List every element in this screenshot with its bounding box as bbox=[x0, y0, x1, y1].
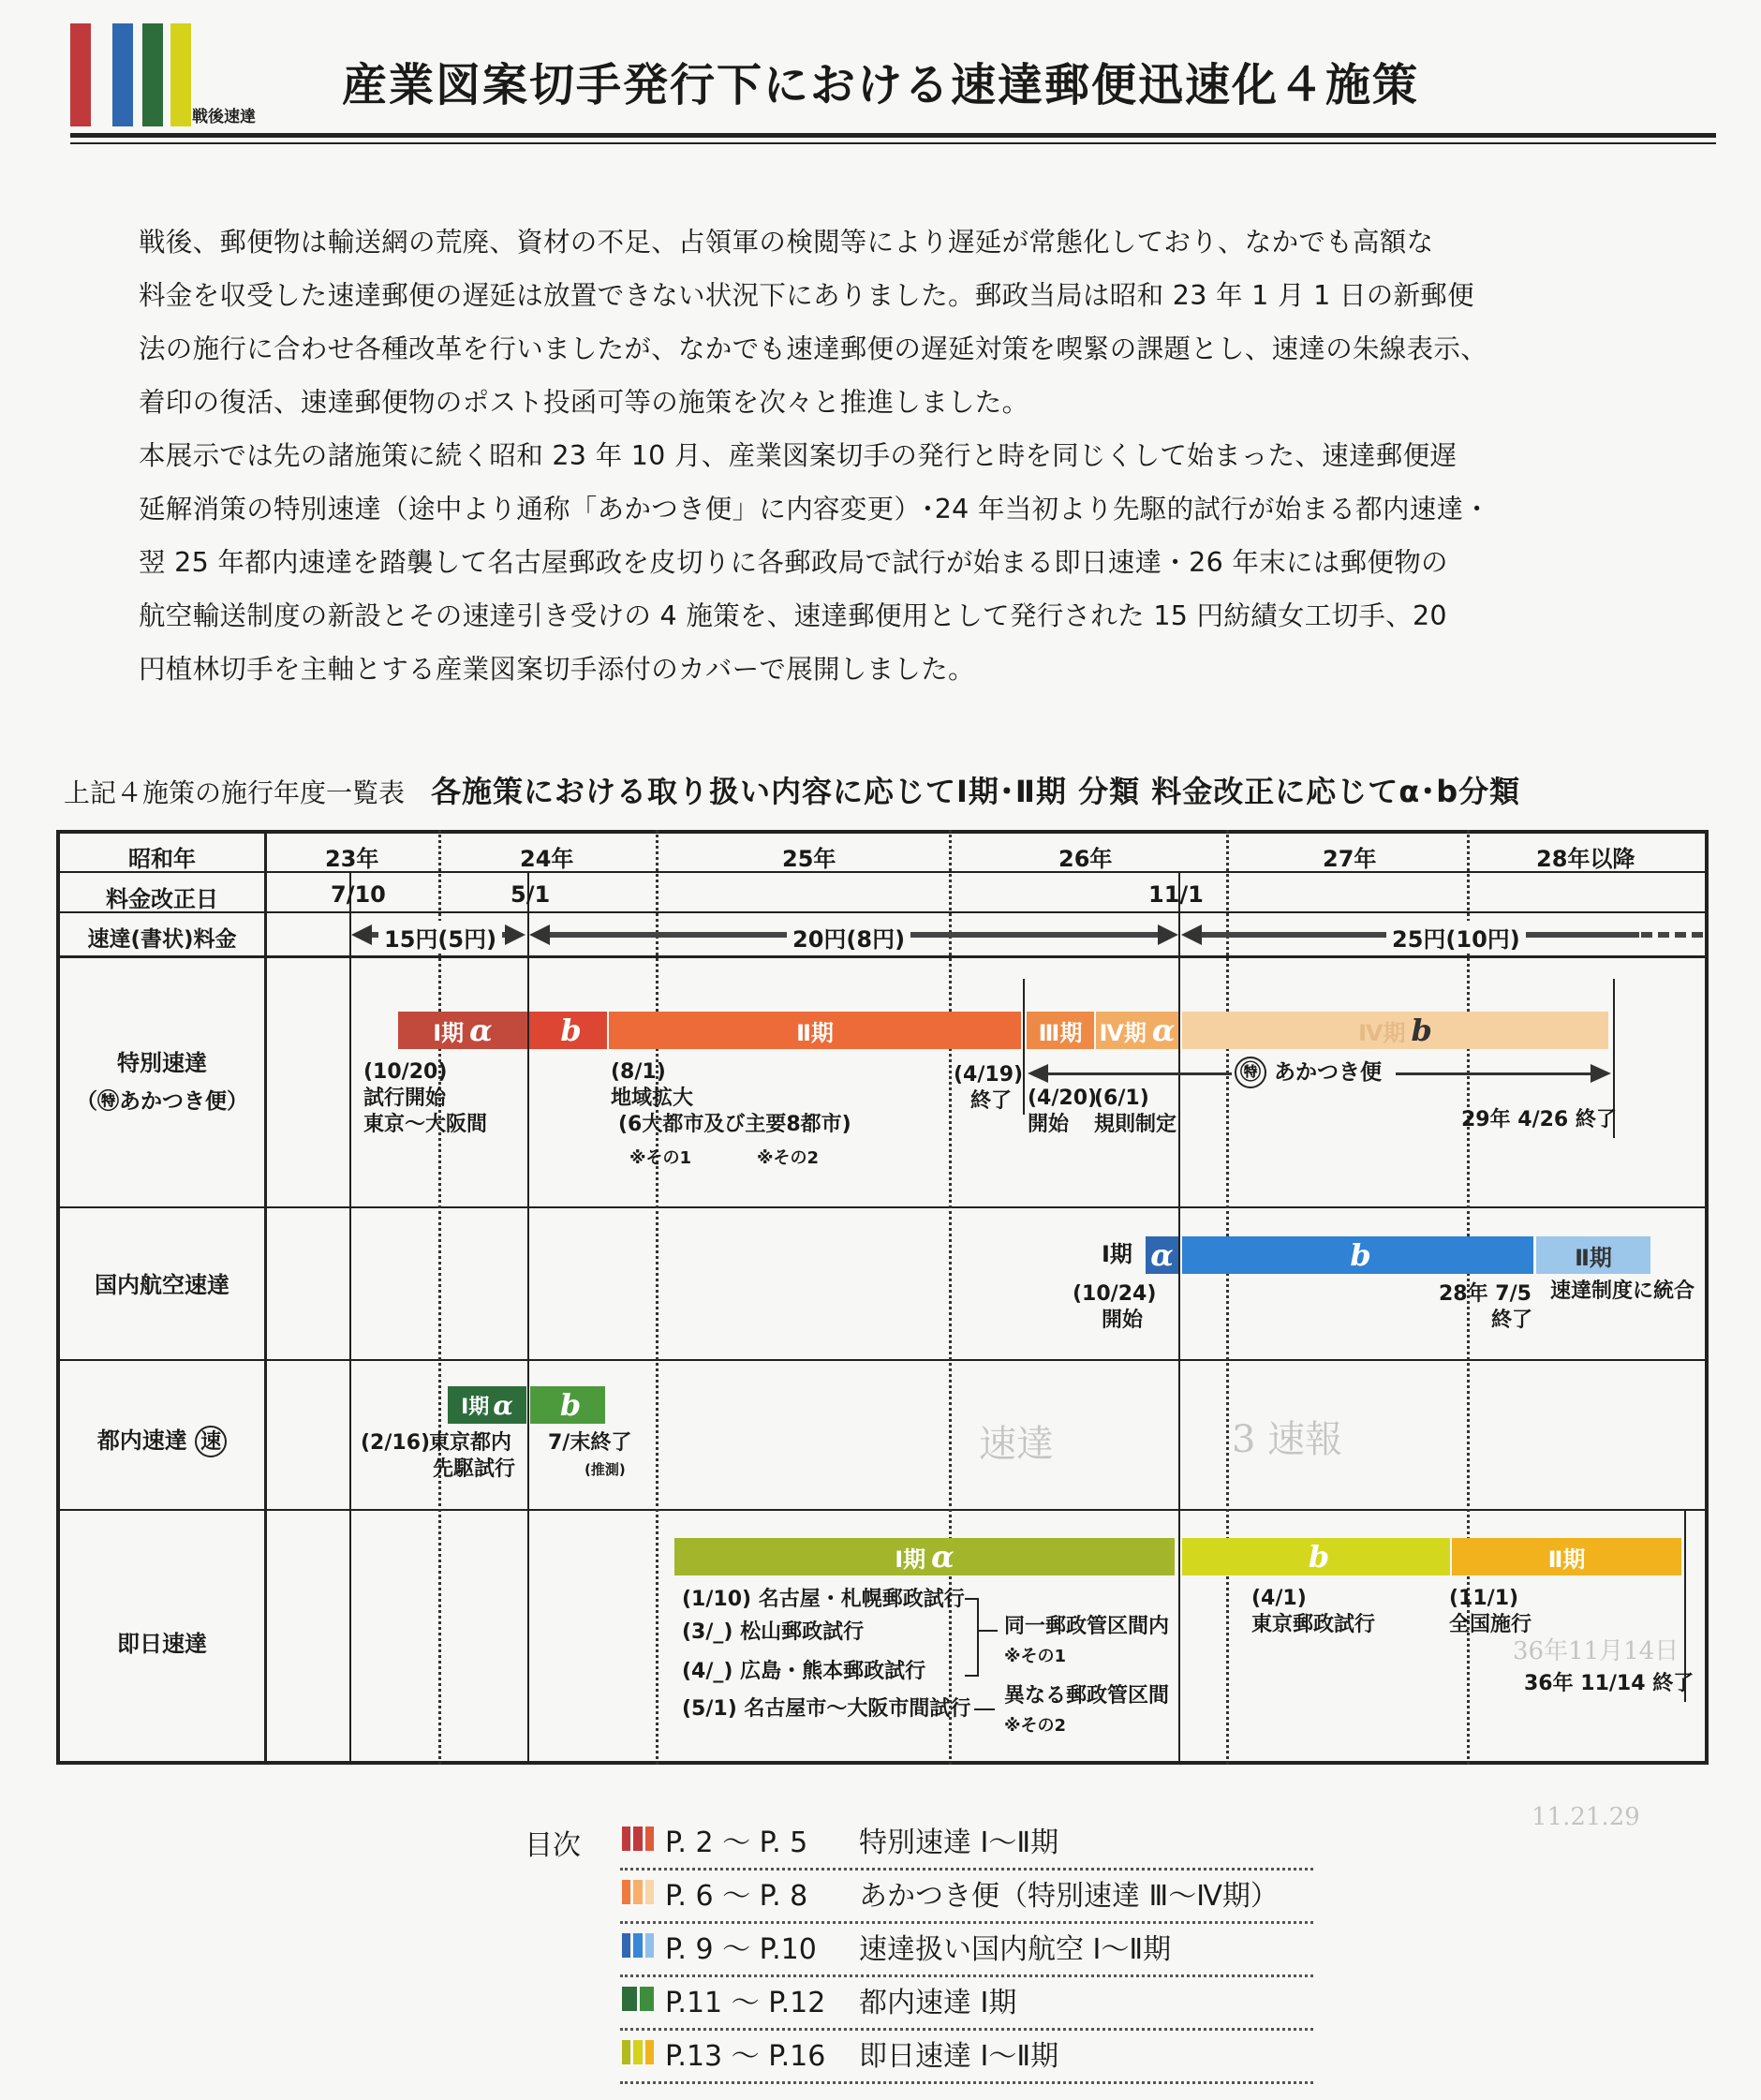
tokubetsu-note: (10/20) bbox=[363, 1060, 448, 1084]
sokujitsu-note: ※その1 bbox=[1004, 1647, 1067, 1666]
tokubetsu-note: 規則制定 bbox=[1094, 1113, 1177, 1136]
row-label-year: 昭和年 bbox=[128, 846, 196, 872]
bar-tokubetsu-4a bbox=[1096, 1012, 1178, 1049]
sokujitsu-note: 全国施行 bbox=[1449, 1613, 1532, 1636]
bar-tokubetsu-2 bbox=[609, 1012, 1021, 1049]
bar-label: α bbox=[1151, 1013, 1176, 1048]
koku-note: 28年 7/5 bbox=[1439, 1282, 1532, 1306]
revision-date: 5/1 bbox=[511, 881, 551, 908]
row-label-revision: 料金改正日 bbox=[106, 886, 218, 912]
tonai-note: 7/末終了 bbox=[548, 1431, 632, 1455]
bracket bbox=[977, 1598, 979, 1677]
akatsuki-arrow-line bbox=[1044, 1072, 1232, 1075]
logo-bar-blue bbox=[112, 23, 133, 126]
toc-pages: P. 6 ～ P. 8 bbox=[665, 1880, 808, 1913]
tokubetsu-note: (4/19) bbox=[954, 1063, 1024, 1087]
sokujitsu-note: (1/10) 名古屋・札幌郵政試行 bbox=[682, 1588, 965, 1611]
bar-koku-2 bbox=[1536, 1236, 1650, 1274]
toc-title: 速達扱い国内航空 Ⅰ～Ⅱ期 bbox=[859, 1933, 1172, 1966]
table-rule bbox=[56, 871, 1709, 873]
bar-label: α bbox=[493, 1389, 513, 1421]
tonai-note: 東京都内 bbox=[429, 1431, 512, 1455]
color-bars-icon bbox=[622, 1987, 654, 2011]
koku-note: 終了 bbox=[1491, 1309, 1533, 1332]
bracket bbox=[974, 1708, 995, 1710]
bar-sokujitsu-2 bbox=[1452, 1538, 1681, 1575]
row-label-fee: 速達(書状)料金 bbox=[87, 927, 237, 952]
koku-note: 速達制度に統合 bbox=[1550, 1279, 1695, 1303]
bar-koku-1a bbox=[1146, 1236, 1178, 1274]
akatsuki-text: あかつき便 bbox=[1274, 1060, 1383, 1085]
year-25: 25年 bbox=[782, 846, 836, 872]
bar-label: Ⅰ期 bbox=[461, 1395, 490, 1419]
sokujitsu-end: 36年 11/14 終了 bbox=[1524, 1672, 1694, 1695]
year-24: 24年 bbox=[520, 846, 574, 872]
color-bars-icon bbox=[622, 1880, 654, 1904]
akatsuki-label bbox=[1235, 1057, 1382, 1088]
table-rule bbox=[56, 1359, 1709, 1361]
toc-item[interactable] bbox=[620, 1815, 1313, 1871]
bar-label: b bbox=[1350, 1237, 1371, 1273]
toc-title: あかつき便（特別速達 Ⅲ～Ⅳ期） bbox=[859, 1880, 1279, 1913]
bracket bbox=[965, 1598, 979, 1600]
tokubetsu-note: ※その1 bbox=[629, 1148, 692, 1168]
arrow-right-icon bbox=[505, 924, 525, 945]
sokujitsu-note: (3/_) 松山郵政試行 bbox=[682, 1620, 865, 1644]
intro-line: 料金を収受した速達郵便の遅延は放置できない状況下にありました。郵政当局は昭和 23 年 1 月 1 日の新郵便 bbox=[139, 280, 1474, 311]
koku-phase1-label: Ⅰ期 bbox=[1102, 1241, 1132, 1267]
sokujitsu-note: 東京郵政試行 bbox=[1251, 1613, 1376, 1636]
toc-pages: P.13 ～ P.16 bbox=[665, 2040, 826, 2073]
row-label-sokujitsu: 即日速達 bbox=[117, 1631, 207, 1657]
table-rule bbox=[56, 911, 1709, 913]
bar-label: Ⅳ期 bbox=[1358, 1019, 1406, 1046]
tokubetsu-note: 地域拡大 bbox=[611, 1087, 694, 1110]
color-bars-icon bbox=[622, 1933, 654, 1958]
pencil-note: 11.21.29 bbox=[1532, 1803, 1640, 1831]
toc-item[interactable] bbox=[620, 1922, 1313, 1977]
row-label-akatsuki: （㊕あかつき便） bbox=[76, 1089, 248, 1114]
intro-line: 戦後、郵便物は輸送網の荒廃、資材の不足、占領軍の検閲等により遅延が常態化しており、なかでも高額な bbox=[139, 227, 1434, 258]
bar-tokubetsu-3 bbox=[1027, 1012, 1094, 1049]
bar-label: Ⅱ期 bbox=[1575, 1244, 1612, 1271]
fee-20: 20円(8円) bbox=[787, 921, 910, 954]
arrow-left-icon bbox=[351, 924, 372, 945]
tokubetsu-note: 東京～大阪間 bbox=[363, 1113, 488, 1136]
intro-line: 円植林切手を主軸とする産業図案切手添付のカバーで展開しました。 bbox=[139, 654, 975, 685]
bar-label: b bbox=[1308, 1539, 1330, 1575]
tonai-note: (推測) bbox=[585, 1461, 626, 1478]
logo-bar-red bbox=[70, 23, 91, 126]
tokubetsu-note: 開始 bbox=[1028, 1113, 1070, 1136]
header-rule bbox=[70, 133, 1716, 138]
table-rule bbox=[56, 1509, 1709, 1511]
bar-tonai-1b bbox=[530, 1386, 605, 1424]
sokujitsu-note: (5/1) 名古屋市～大阪市間試行 bbox=[682, 1697, 971, 1721]
tokubetsu-note: ※その2 bbox=[757, 1148, 820, 1168]
arrow-right-icon bbox=[1591, 1064, 1611, 1083]
year-divider bbox=[438, 830, 441, 1765]
tokubetsu-note: (8/1) bbox=[611, 1060, 666, 1084]
arrow-left-icon bbox=[529, 924, 550, 945]
revision-date: 11/1 bbox=[1148, 881, 1204, 908]
revision-date: 7/10 bbox=[331, 881, 386, 908]
sokujitsu-note: (4/1) bbox=[1251, 1587, 1307, 1610]
toc-pages: P.11 ～ P.12 bbox=[665, 1987, 826, 2019]
bar-label: Ⅳ期 bbox=[1099, 1019, 1147, 1046]
year-divider bbox=[1226, 830, 1229, 1765]
table-caption bbox=[64, 768, 1520, 811]
bar-label: α bbox=[1150, 1237, 1174, 1273]
year-divider bbox=[656, 830, 659, 1765]
table-rule bbox=[56, 1206, 1709, 1208]
bar-label: b bbox=[1411, 1013, 1432, 1048]
row-label-tonai bbox=[60, 1422, 264, 1457]
table-rule bbox=[527, 871, 529, 1765]
toc-item[interactable] bbox=[620, 1975, 1313, 2031]
bar-label: α bbox=[931, 1539, 954, 1575]
fee-continuation bbox=[1641, 932, 1703, 938]
bar-tonai-1a bbox=[448, 1386, 526, 1424]
bar-label: b bbox=[559, 1387, 582, 1423]
bar-koku-1b bbox=[1182, 1236, 1533, 1274]
sokujitsu-note: 異なる郵政管区間 bbox=[1004, 1684, 1170, 1708]
sokujitsu-note: (11/1) bbox=[1449, 1587, 1519, 1610]
pencil-note: 3 速報 bbox=[1232, 1418, 1343, 1461]
bar-tokubetsu-4b bbox=[1182, 1012, 1608, 1049]
fee-25: 25円(10円) bbox=[1386, 921, 1526, 954]
bar-label: b bbox=[560, 1013, 582, 1048]
pencil-note: 速達 bbox=[979, 1423, 1054, 1466]
sokujitsu-note: (4/_) 広島・熊本郵政試行 bbox=[682, 1660, 926, 1683]
logo-bar-yellow bbox=[170, 23, 191, 126]
tokubetsu-note: (6/1) bbox=[1094, 1087, 1149, 1110]
table-rule bbox=[349, 871, 351, 1765]
koku-note: (10/24) bbox=[1073, 1282, 1157, 1306]
intro-line: 航空輸送制度の新設とその速達引き受けの 4 施策を、速達郵便用として発行された 15 円紡績女工切手、20 bbox=[139, 600, 1447, 631]
toc-item[interactable] bbox=[620, 2029, 1313, 2084]
tokubetsu-note: (4/20) bbox=[1028, 1087, 1098, 1110]
sokujitsu-note: 同一郵政管区間内 bbox=[1004, 1615, 1170, 1638]
bracket bbox=[965, 1675, 979, 1677]
year-23: 23年 bbox=[325, 846, 379, 872]
logo-bar-green bbox=[142, 23, 163, 126]
intro-line: 着印の復活、速達郵便物のポスト投函可等の施策を次々と推進しました。 bbox=[139, 387, 1029, 418]
bar-label: Ⅲ期 bbox=[1038, 1019, 1083, 1046]
year-divider bbox=[949, 830, 952, 1765]
bracket bbox=[977, 1630, 998, 1632]
toc-item[interactable] bbox=[620, 1869, 1313, 1924]
bar-sokujitsu-1a bbox=[674, 1538, 1175, 1575]
toc-pages: P. 2 ～ P. 5 bbox=[665, 1826, 808, 1859]
row-label-tonai-text: 都内速達 bbox=[96, 1427, 187, 1454]
intro-line: 翌 25 年都内速達を踏襲して名古屋郵政を皮切りに各郵政局で試行が始まる即日速達・26 年末には郵便物の bbox=[139, 547, 1448, 578]
row-label-koku: 国内航空速達 bbox=[95, 1272, 229, 1298]
bar-tokubetsu-1a bbox=[398, 1012, 527, 1049]
tonai-note: 先駆試行 bbox=[433, 1457, 516, 1481]
bar-sokujitsu-1b bbox=[1182, 1538, 1450, 1575]
color-bars-icon bbox=[622, 1826, 654, 1851]
marker-line bbox=[1023, 979, 1025, 1115]
bar-tokubetsu-1b bbox=[529, 1012, 607, 1049]
akatsuki-arrow-line bbox=[1396, 1072, 1592, 1075]
table-classification-note: 各施策における取り扱い内容に応じてⅠ期･Ⅱ期 分類 料金改正に応じてα･b分類 bbox=[431, 774, 1521, 809]
intro-line: 延解消策の特別速達（途中より通称「あかつき便」に内容変更）･24 年当初より先駆的試行が始まる都内速達・ bbox=[139, 494, 1491, 525]
intro-line: 法の施行に合わせ各種改革を行いましたが、なかでも速達郵便の遅延対策を喫緊の課題とし、速達の朱線表示、 bbox=[139, 333, 1488, 364]
tokubetsu-end: 29年 4/26 終了 bbox=[1461, 1108, 1617, 1131]
toku-mark-icon: ㊕ bbox=[1235, 1057, 1266, 1088]
bar-label: α bbox=[469, 1013, 493, 1048]
header-rule-thin bbox=[70, 142, 1716, 144]
table-rule bbox=[1178, 871, 1180, 1765]
year-27: 27年 bbox=[1323, 846, 1377, 872]
sokujitsu-note: ※その2 bbox=[1004, 1716, 1067, 1736]
toc-pages: P. 9 ～ P.10 bbox=[665, 1933, 817, 1966]
arrow-left-icon bbox=[1181, 924, 1202, 945]
table-caption-text: 上記４施策の施行年度一覧表 bbox=[64, 777, 406, 808]
tokubetsu-note: 終了 bbox=[970, 1089, 1013, 1113]
toc-heading: 目次 bbox=[525, 1829, 581, 1862]
soku-mark-icon: 速 bbox=[195, 1426, 227, 1457]
pencil-note: 36年11月14日 bbox=[1513, 1637, 1680, 1665]
tonai-note: (2/16) bbox=[361, 1431, 431, 1455]
arrow-right-icon bbox=[1158, 924, 1178, 945]
year-28-later: 28年以降 bbox=[1536, 846, 1635, 872]
arrow-left-icon bbox=[1028, 1064, 1048, 1083]
page-title: 産業図案切手発行下における速達郵便迅速化４施策 bbox=[342, 59, 1420, 111]
bar-label: Ⅰ期 bbox=[433, 1019, 465, 1046]
tokubetsu-note: 試行開始 bbox=[363, 1087, 447, 1110]
bar-label: Ⅱ期 bbox=[1547, 1545, 1586, 1573]
tokubetsu-note: (6大都市及び主要8都市) bbox=[618, 1113, 851, 1136]
logo-caption: 戦後速達 bbox=[192, 108, 256, 126]
color-bars-icon bbox=[622, 2040, 654, 2064]
toc-title: 特別速達 Ⅰ～Ⅱ期 bbox=[859, 1826, 1059, 1859]
toc-title: 即日速達 Ⅰ～Ⅱ期 bbox=[859, 2040, 1059, 2073]
table-rule bbox=[56, 955, 1709, 958]
toc-title: 都内速達 Ⅰ期 bbox=[859, 1987, 1017, 2019]
bar-label: Ⅰ期 bbox=[895, 1545, 926, 1573]
koku-note: 開始 bbox=[1102, 1309, 1144, 1332]
row-label-tokubetsu: 特別速達 bbox=[117, 1050, 207, 1076]
year-26: 26年 bbox=[1058, 846, 1113, 872]
intro-line: 本展示では先の諸施策に続く昭和 23 年 10 月、産業図案切手の発行と時を同じくして始まった、速達郵便遅 bbox=[139, 440, 1458, 471]
bar-label: Ⅱ期 bbox=[796, 1019, 834, 1046]
table-rule bbox=[264, 830, 267, 1765]
fee-15: 15円(5円) bbox=[378, 921, 502, 954]
